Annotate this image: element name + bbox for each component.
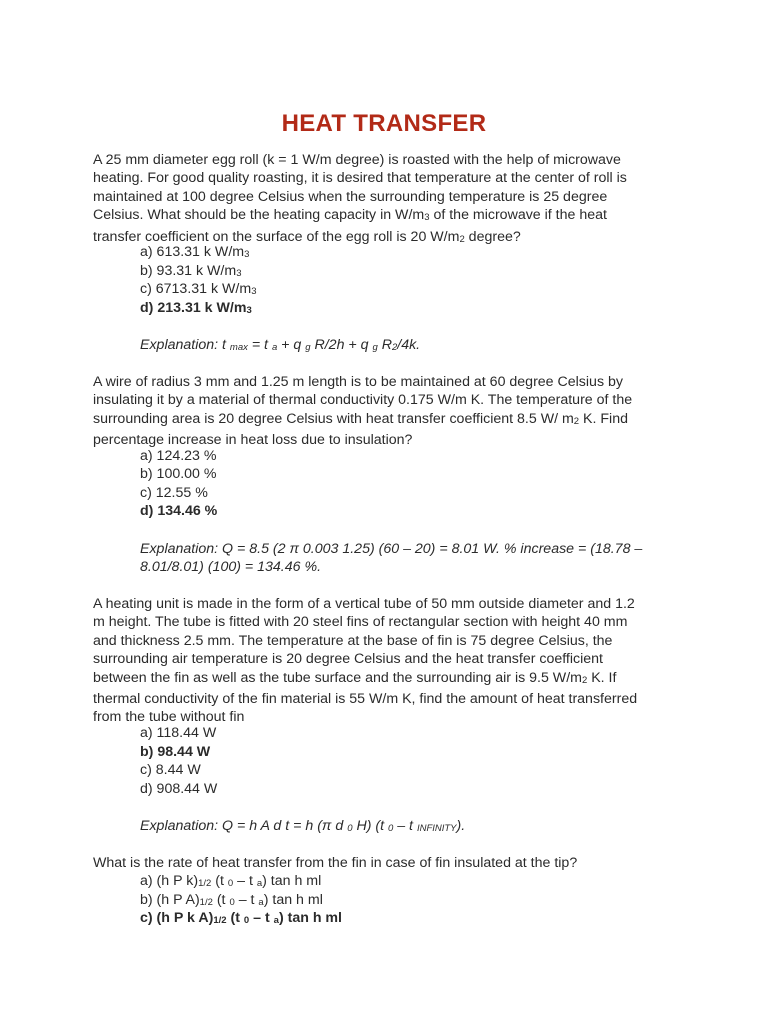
question-2-option-a: a) 124.23 % xyxy=(140,448,217,464)
question-4-option-c-correct: c) (h P k $A)_{1/2}$ (t $_0$ – t $_a$) tan h ml xyxy=(140,910,342,926)
question-1-text: A 25 mm diameter egg roll (k = 1 W/m degree) is roasted with the help of microwave heating. For good quality roasting, it is desired that temperature at the center of roll is maintained at 100 degree Celsius when the surrounding temperature is 25 degree Celsius. What should be the heating capacity in $W/m_3$ of the microwave if the heat transfer coefficient on the surface of the egg roll is 20 $W/m_2$ degree? xyxy=(93,152,627,245)
question-3-option-c: c) 8.44 W xyxy=(140,762,201,778)
question-2-explanation: Explanation: Q = 8.5 (2 π 0.003 1.25) (60 – 20) = 8.01 W. % increase = (18.78 – 8.01/8.01) (100) = 134.46 %. xyxy=(140,541,643,576)
question-4-option-a: a) (h P $k)_{1/2}$ (t $_0$ – t $_a$) tan h ml xyxy=(140,873,322,889)
question-4-option-b: b) (h P $A)_{1/2}$ (t $_0$ – t $_a$) tan h ml xyxy=(140,892,323,908)
question-3-option-a: a) 118.44 W xyxy=(140,725,217,741)
question-2-option-b: b) 100.00 % xyxy=(140,466,217,482)
question-3-option-b-correct: b) 98.44 W xyxy=(140,744,211,760)
question-3-text: A heating unit is made in the form of a vertical tube of 50 mm outside diameter and 1.2 m height. The tube is fitted with 20 steel fins of rectangular section with height 40 mm and thickness 2.5 mm. The temperature at the base of fin is 75 degree Celsius, the surrounding air temperature is 20 degree Celsius and the heat transfer coefficient between the fin as well as the tube surface and the surrounding air is 9.5 $W/m_2$ K. If thermal conductivity of the fin material is 55 W/m K, find the amount of heat transferred from the tube without fin xyxy=(93,596,638,726)
question-1-explanation: Explanation: t $_{max}$ = t $_a$ + q $_g$ R/2h + q $_g$ $R_2/4k$. xyxy=(140,337,421,353)
question-3-explanation: Explanation: Q = h A d t = h (π d $_0$ H) (t $_0$ – t $_{INFINITY}$). xyxy=(140,818,466,834)
page-title: HEAT TRANSFER xyxy=(281,110,487,137)
question-2-option-d-correct: d) 134.46 % xyxy=(140,503,218,519)
question-2-text: A wire of radius 3 mm and 1.25 m length is to be maintained at 60 degree Celsius by insulating it by a material of thermal conductivity 0.175 W/m K. The temperature of the surrounding area is 20 degree Celsius with heat transfer coefficient 8.5 W/ $m_2$ K. Find percentage increase in heat loss due to insulation? xyxy=(93,374,633,449)
question-1-option-b: b) 93.31 k $W/m_3$ xyxy=(140,263,242,279)
question-4-text: What is the rate of heat transfer from the fin in case of fin insulated at the tip? xyxy=(93,855,578,871)
question-1-option-c: c) 6713.31 k $W/m_3$ xyxy=(140,281,257,297)
question-1-option-a: a) 613.31 k $W/m_3$ xyxy=(140,244,250,260)
question-1-option-d-correct: d) 213.31 k $W/m_3$ xyxy=(140,300,252,316)
question-2-option-c: c) 12.55 % xyxy=(140,485,208,501)
question-3-option-d: d) 908.44 W xyxy=(140,781,218,797)
